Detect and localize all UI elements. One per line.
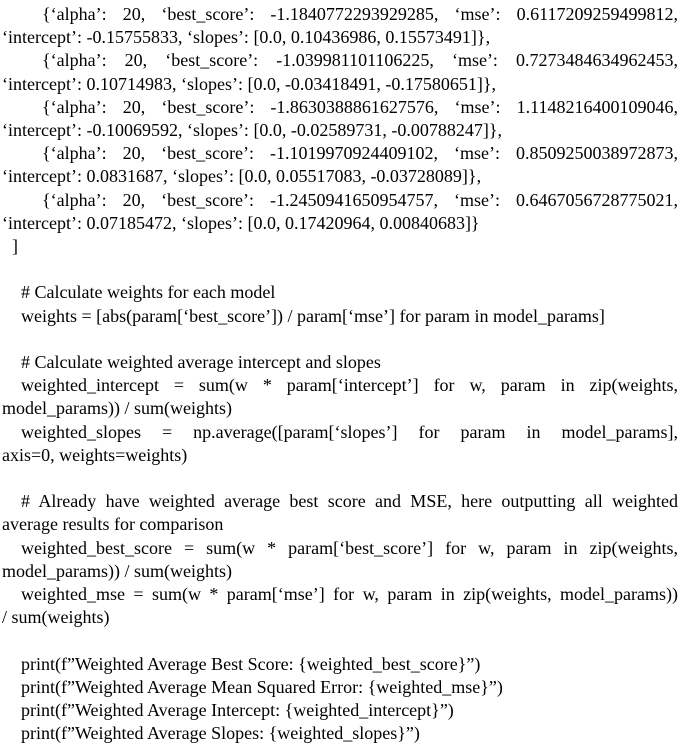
blank-line bbox=[2, 629, 678, 652]
code-line: weights = [abs(param[‘best_score’]) / param[‘mse’] for param in model_params] bbox=[21, 305, 605, 326]
code-line: / sum(weights) bbox=[2, 607, 110, 628]
code-line: ‘intercept’: 0.10714983, ‘slopes’: [0.0, -0.03418491, -0.17580651]}, bbox=[2, 73, 497, 94]
code-line: weighted_best_score = sum(w * param[‘best_score’] for w, param in zip(weights, bbox=[21, 537, 678, 558]
code-line: {‘alpha’: 20, ‘best_score’: -1.039981101106225, ‘mse’: 0.7273484634962453, bbox=[42, 50, 678, 71]
code-line: ‘intercept’: 0.07185472, ‘slopes’: [0.0, 0.17420964, 0.00840683]} bbox=[2, 212, 480, 233]
code-line: # Already have weighted average best score and MSE, here outputting all weighted bbox=[21, 491, 678, 512]
code-line: {‘alpha’: 20, ‘best_score’: -1.8630388861627576, ‘mse’: 1.1148216400109046, bbox=[42, 96, 678, 117]
code-line: print(f”Weighted Average Intercept: {weighted_intercept}”) bbox=[21, 700, 454, 721]
code-line: weighted_intercept = sum(w * param[‘intercept’] for w, param in zip(weights, bbox=[21, 375, 678, 396]
blank-line bbox=[2, 467, 678, 490]
code-line: print(f”Weighted Average Mean Squared Error: {weighted_mse}”) bbox=[21, 676, 503, 697]
code-line: ‘intercept’: 0.0831687, ‘slopes’: [0.0, 0.05517083, -0.03728089]}, bbox=[2, 166, 482, 187]
code-line: print(f”Weighted Average Best Score: {weighted_best_score}”) bbox=[21, 653, 481, 674]
code-line: {‘alpha’: 20, ‘best_score’: -1.1019970924409102, ‘mse’: 0.8509250038972873, bbox=[42, 143, 678, 164]
code-line: ] bbox=[12, 236, 18, 257]
code-line: ‘intercept’: -0.15755833, ‘slopes’: [0.0, 0.10436986, 0.15573491]}, bbox=[2, 27, 491, 48]
code-line: ‘intercept’: -0.10069592, ‘slopes’: [0.0, -0.02589731, -0.00788247]}, bbox=[2, 120, 503, 141]
code-line: model_params)) / sum(weights) bbox=[2, 398, 232, 419]
blank-line bbox=[2, 328, 678, 351]
code-line: print(f”Weighted Average Slopes: {weighted_slopes}”) bbox=[21, 723, 420, 744]
blank-line bbox=[2, 258, 678, 281]
code-line: average results for comparison bbox=[2, 514, 224, 535]
code-line: axis=0, weights=weights) bbox=[2, 444, 188, 465]
code-line: # Calculate weights for each model bbox=[21, 282, 276, 303]
code-line: weighted_mse = sum(w * param[‘mse’] for w, param in zip(weights, model_params)) bbox=[21, 584, 678, 605]
code-line: model_params)) / sum(weights) bbox=[2, 560, 232, 581]
code-line: weighted_slopes = np.average([param[‘slopes’] for param in model_params], bbox=[21, 421, 678, 442]
code-line: {‘alpha’: 20, ‘best_score’: -1.2450941650954757, ‘mse’: 0.6467056728775021, bbox=[42, 189, 678, 210]
code-line: {‘alpha’: 20, ‘best_score’: -1.1840772293929285, ‘mse’: 0.6117209259499812, bbox=[42, 4, 678, 24]
code-line: # Calculate weighted average intercept and slopes bbox=[21, 352, 381, 373]
